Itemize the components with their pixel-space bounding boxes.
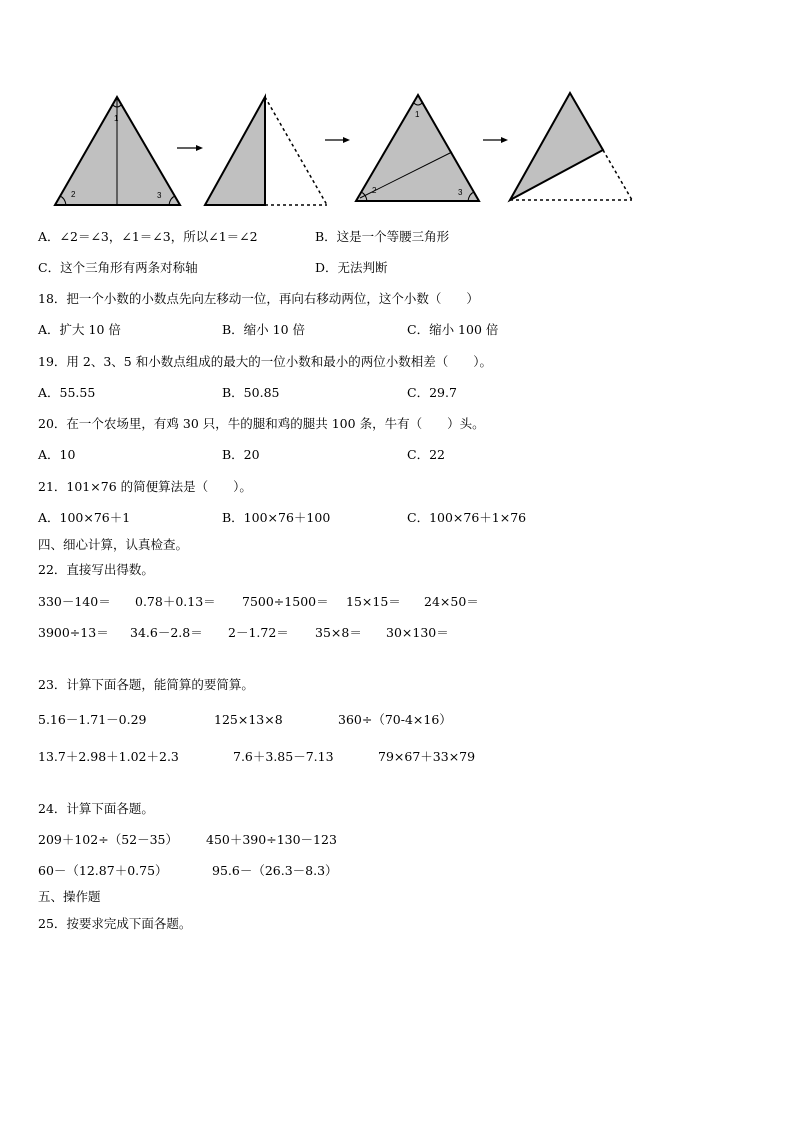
q17-option-a: A．∠2＝∠3，∠1＝∠3，所以∠1＝∠2 xyxy=(38,229,258,244)
q23-item: 7.6＋3.85－7.13 xyxy=(233,749,334,764)
q22-item: 7500÷1500＝ xyxy=(242,594,329,609)
q24-item: 209＋102÷（52－35） xyxy=(38,832,179,847)
q24-stem: 24．计算下面各题。 xyxy=(38,801,154,816)
arrow-right-icon xyxy=(177,145,203,151)
angle-label-1: 1 xyxy=(114,114,119,123)
q23-item: 360÷（70-4×16） xyxy=(338,712,452,727)
q18-stem: 18．把一个小数的小数点先向左移动一位，再向右移动两位，这个小数（ ） xyxy=(38,291,479,306)
triangle-2 xyxy=(205,97,327,205)
q25-stem: 25．按要求完成下面各题。 xyxy=(38,916,192,931)
arrow-right-icon xyxy=(483,137,508,143)
q17-option-c: C．这个三角形有两条对称轴 xyxy=(38,260,198,275)
q23-item: 125×13×8 xyxy=(214,712,283,727)
q18-option-a: A．扩大 10 倍 xyxy=(38,322,121,337)
q22-item: 330－140＝ xyxy=(38,594,111,609)
q19-option-a: A．55.55 xyxy=(38,385,96,400)
arrow-right-icon xyxy=(325,137,350,143)
q22-item: 2－1.72＝ xyxy=(228,625,289,640)
q22-item: 34.6－2.8＝ xyxy=(130,625,203,640)
q23-item: 13.7＋2.98＋1.02＋2.3 xyxy=(38,749,179,764)
q24-item: 95.6－（26.3－8.3） xyxy=(212,863,338,878)
triangle-4 xyxy=(510,93,632,200)
q20-option-a: A．10 xyxy=(38,447,76,462)
q18-option-b: B．缩小 10 倍 xyxy=(222,322,306,337)
section-4-heading: 四、细心计算，认真检查。 xyxy=(38,537,189,552)
angle-label-3b: 3 xyxy=(458,188,463,197)
q21-option-a: A．100×76＋1 xyxy=(38,510,131,525)
angle-label-3: 3 xyxy=(157,191,162,200)
q23-item: 79×67＋33×79 xyxy=(378,749,476,764)
q22-item: 3900÷13＝ xyxy=(38,625,109,640)
angle-label-2: 2 xyxy=(71,190,76,199)
triangle-1 xyxy=(55,97,180,205)
q22-item: 24×50＝ xyxy=(424,594,479,609)
q21-option-b: B．100×76＋100 xyxy=(222,510,331,525)
q17-option-d: D．无法判断 xyxy=(315,260,388,275)
q22-item: 30×130＝ xyxy=(386,625,449,640)
q22-item: 35×8＝ xyxy=(315,625,362,640)
q22-item: 0.78＋0.13＝ xyxy=(135,594,216,609)
triangle-figure xyxy=(0,0,794,215)
triangle-3 xyxy=(356,95,479,201)
q20-stem: 20．在一个农场里，有鸡 30 只，牛的腿和鸡的腿共 100 条，牛有（ ）头。 xyxy=(38,416,485,431)
angle-label-1b: 1 xyxy=(415,110,420,119)
q24-item: 60－（12.87＋0.75） xyxy=(38,863,168,878)
q22-item: 15×15＝ xyxy=(346,594,401,609)
q21-option-c: C．100×76＋1×76 xyxy=(407,510,527,525)
q19-option-b: B．50.85 xyxy=(222,385,280,400)
q24-item: 450＋390÷130－123 xyxy=(206,832,337,847)
angle-label-2b: 2 xyxy=(372,186,377,195)
q22-stem: 22．直接写出得数。 xyxy=(38,562,154,577)
q20-option-b: B．20 xyxy=(222,447,260,462)
q17-option-b: B．这是一个等腰三角形 xyxy=(315,229,450,244)
q23-stem: 23．计算下面各题，能简算的要简算。 xyxy=(38,677,254,692)
q20-option-c: C．22 xyxy=(407,447,445,462)
q23-item: 5.16－1.71－0.29 xyxy=(38,712,147,727)
q18-option-c: C．缩小 100 倍 xyxy=(407,322,499,337)
q21-stem: 21．101×76 的简便算法是（ ）。 xyxy=(38,479,252,494)
q19-stem: 19．用 2、3、5 和小数点组成的最大的一位小数和最小的两位小数相差（ ）。 xyxy=(38,354,492,369)
q19-option-c: C．29.7 xyxy=(407,385,457,400)
section-5-heading: 五、操作题 xyxy=(38,889,101,904)
